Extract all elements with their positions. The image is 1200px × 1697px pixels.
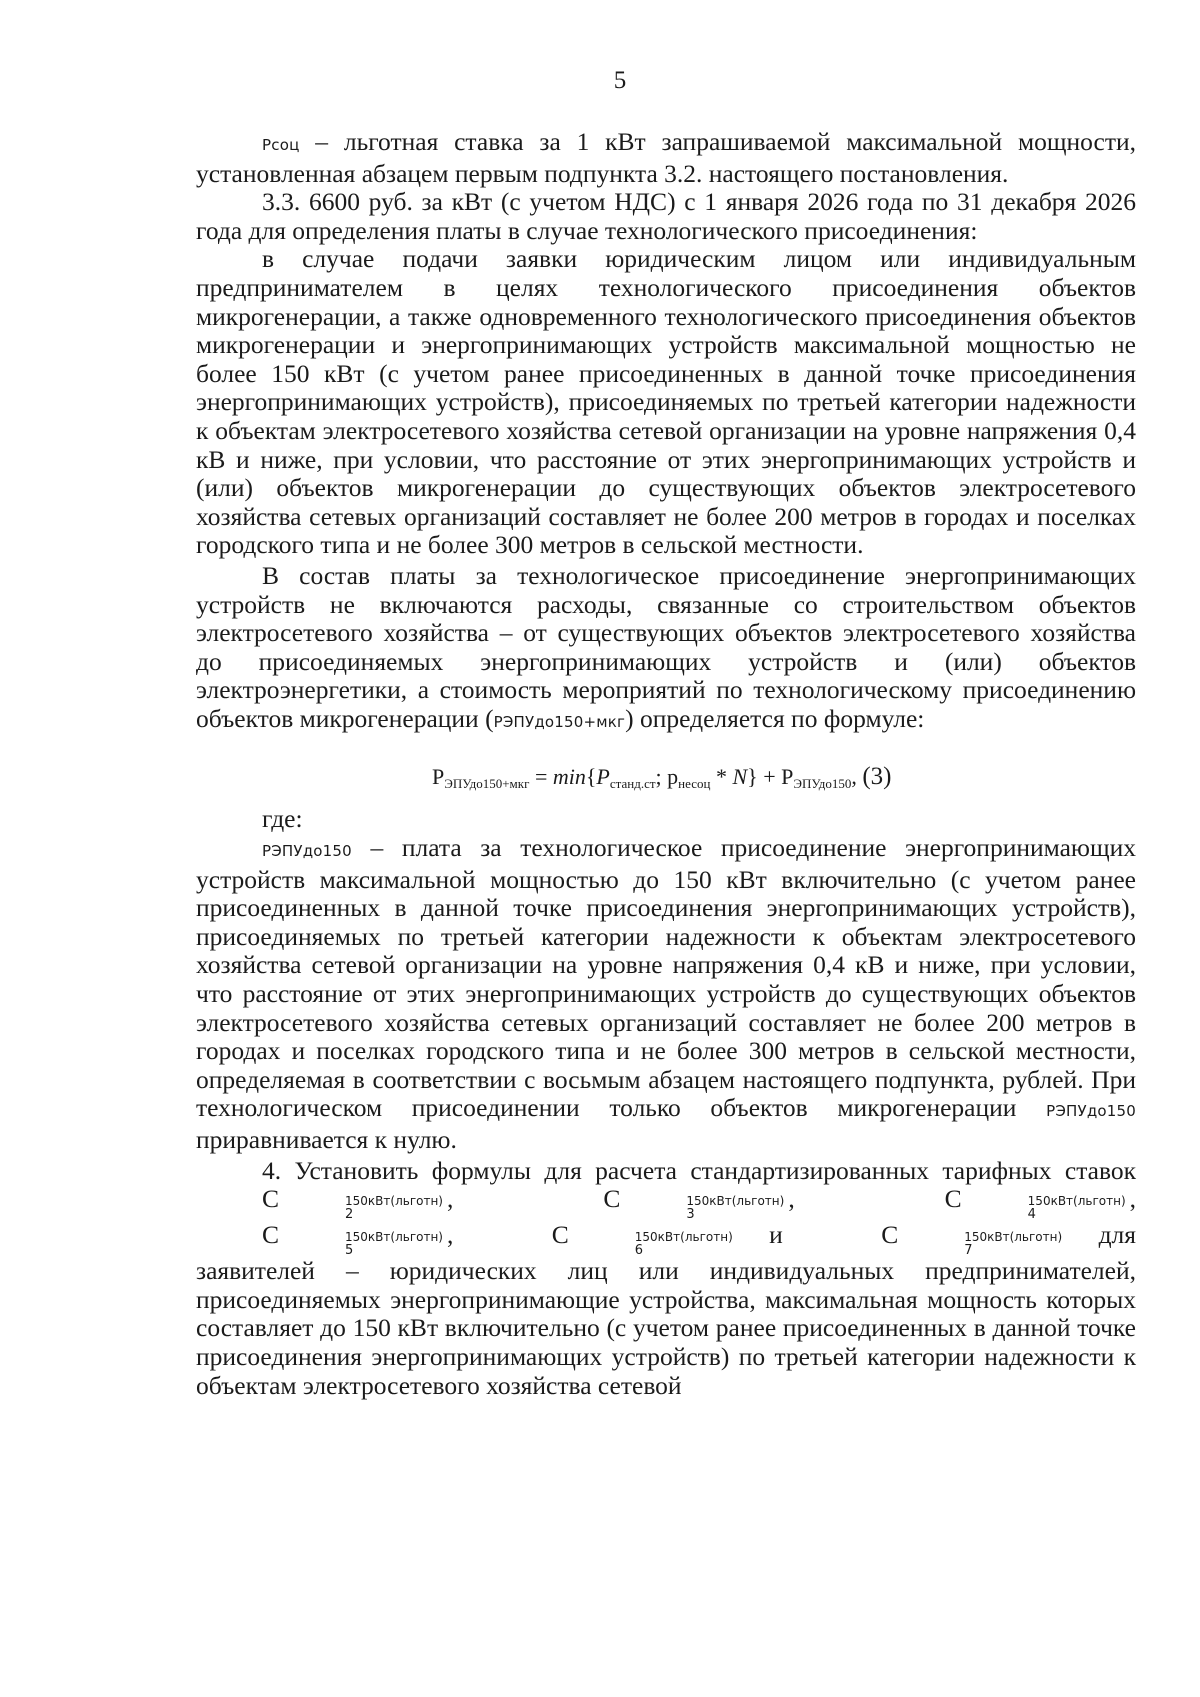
rate-indices — [569, 1231, 733, 1257]
tariff-rate-c6 — [486, 1221, 733, 1257]
formula-n: N — [732, 764, 748, 790]
rate-base: C — [944, 1184, 962, 1214]
paragraph-text: В состав платы за технологическое присоединение энергопринимающих устройств не включаются расходы, связанные со строительством объектов электросетевого хозяйства – от существующих объектов электросетевого хозяйства до присоединяемых энергопринимающих устройств и (или) объектов электроэнергетики, а стоимость мероприятий по технологическому присоединению объектов микрогенерации ( — [196, 560, 1136, 733]
paragraph-clause-3-3 — [196, 188, 1136, 245]
rate-indices — [898, 1231, 1062, 1257]
rate-indices — [962, 1195, 1126, 1221]
rate-superscript: 150кВт(льготн) — [634, 1230, 733, 1245]
formula-brace-close: } — [747, 764, 758, 790]
rate-superscript: 150кВт(льготн) — [686, 1194, 785, 1209]
formula-plus: + — [757, 764, 782, 790]
rate-superscript: 150кВт(льготн) — [345, 1230, 443, 1245]
paragraph-text: 4. Установить формулы для расчета стандартизированных тарифных ставок — [262, 1155, 1136, 1185]
formula-multiply: * — [710, 764, 733, 790]
paragraph-text: 3.3. 6600 руб. за кВт (с учетом НДС) с 1 января 2026 года по 31 декабря 2026 года для определения платы в случае технологического присоединения: — [196, 187, 1136, 245]
tariff-rate-c5 — [196, 1221, 443, 1257]
rate-separator: , — [788, 1184, 879, 1214]
paragraph-repu150-definition — [196, 834, 1136, 1155]
tariff-rate-c3 — [537, 1185, 784, 1221]
rate-base: C — [262, 1184, 280, 1214]
rate-subscript: 6 — [634, 1243, 644, 1259]
tariff-rate-c4 — [879, 1185, 1126, 1221]
rate-base: C — [262, 1220, 280, 1250]
rate-subscript: 3 — [686, 1207, 695, 1223]
page-number: 5 — [613, 67, 627, 94]
rate-separator: , — [446, 1220, 486, 1250]
formula-pstand-sub: станд.ст — [609, 776, 656, 792]
formula-separator: ; — [655, 764, 668, 790]
formula-brace-open: { — [585, 764, 597, 790]
formula-repu150-sub: ЭПУдо150 — [793, 776, 852, 792]
formula-lhs-base: Р — [432, 764, 445, 790]
formula-rnesoc-base: р — [667, 764, 679, 790]
document-body — [196, 128, 1136, 1400]
formula-equals: = — [529, 764, 553, 790]
rate-subscript: 4 — [1027, 1207, 1036, 1223]
formula-rnesoc-sub: несоц — [678, 776, 711, 792]
rate-subscript: 2 — [345, 1207, 354, 1223]
rate-superscript: 150кВт(льготн) — [345, 1194, 443, 1209]
formula-repu150-base: Р — [781, 764, 794, 790]
paragraph-microgeneration-case — [196, 245, 1136, 560]
paragraph-text: – плата за технологическое присоединение энергопринимающих устройств максимальной мощностью до 150 кВт включительно (с учетом ранее присоединенных в данной точке присоединения энергопринимающих устройств), присоединяемых по третьей категории надежности к объектам электросетевого хозяйства сетевой организации на уровне напряжения 0,4 кВ и ниже, при условии, что расстояние от этих энергопринимающих устройств до существующих объектов электросетевого хозяйства сетевых организаций составляет не более 200 метров в городах и поселках городского типа и не более 300 метров в сельской местности, определяемая в соответствии с восьмым абзацем настоящего подпункта, рублей. При технологическом присоединении только объектов микрогенерации — [196, 833, 1136, 1123]
paragraph-fee-composition — [196, 562, 1136, 737]
paragraph-text: – льготная ставка за 1 кВт запрашиваемой максимальной мощности, установленная абзацем первым подпункта 3.2. настоящего постановления. — [196, 127, 1136, 188]
rate-indices — [279, 1231, 443, 1257]
paragraph-text: в случае подачи заявки юридическим лицом или индивидуальным предпринимателем в целях технологического присоединения объектов микрогенерации, а также одновременного технологического присоединения объектов микрогенерации и энергопринимающих устройств максимальной мощностью не более 150 кВт (с учетом ранее присоединенных в данной точке присоединения энергопринимающих устройств), присоединяемых по третьей категории надежности к объектам электросетевого хозяйства сетевой организации на уровне напряжения 0,4 кВ и ниже, при условии, что расстояние от этих энергопринимающих устройств и (или) объектов микрогенерации до существующих объектов электросетевого хозяйства сетевых организаций составляет не более 200 метров в городах и поселках городского типа и не более 300 метров в сельской местности. — [196, 244, 1136, 560]
rate-subscript: 5 — [345, 1243, 354, 1259]
symbol-repu150-second: РЭПУдо150 — [1046, 1102, 1136, 1121]
rate-base: C — [603, 1184, 621, 1214]
symbol-repu-150-mkg: РЭПУдо150+мкг — [493, 712, 626, 731]
rate-subscript: 7 — [964, 1243, 973, 1259]
where-label: где: — [262, 804, 303, 834]
rate-base: C — [551, 1220, 569, 1250]
tariff-rate-list — [196, 1184, 1137, 1259]
paragraph-rsoc-definition — [196, 128, 1136, 188]
rate-base: C — [881, 1220, 899, 1250]
formula-lhs-sub: ЭПУдо150+мкг — [444, 776, 530, 792]
tariff-rate-c2 — [196, 1185, 443, 1221]
paragraph-text: ) определяется по формуле: — [625, 703, 925, 733]
formula-3 — [196, 762, 1136, 799]
paragraph-text: для заявителей – юридических лиц или индивидуальных предпринимателей, присоединяемых энергопринимающие устройства, максимальная мощность которых составляет до 150 кВт включительно (с учетом ранее присоединенных в данной точке присоединения энергопринимающих устройств) по третьей категории надежности к объектам электросетевого хозяйства сетевой — [196, 1220, 1136, 1400]
paragraph-clause-4 — [196, 1157, 1136, 1401]
paragraph-text: приравнивается к нулю. — [196, 1125, 457, 1154]
rate-superscript: 150кВт(льготн) — [1027, 1194, 1126, 1209]
tariff-rate-c7 — [815, 1221, 1062, 1257]
symbol-rsoc: Рсоц — [262, 136, 300, 154]
rate-separator: , — [446, 1184, 538, 1214]
rate-indices — [279, 1195, 443, 1221]
rate-indices — [620, 1195, 784, 1221]
symbol-repu150: РЭПУдо150 — [262, 842, 352, 861]
formula-pstand-base: P — [596, 764, 610, 790]
formula-number: (3) — [862, 763, 892, 791]
rate-superscript: 150кВт(льготн) — [964, 1230, 1063, 1245]
formula-comma: , — [851, 764, 863, 790]
rate-separator: и — [736, 1220, 816, 1250]
rate-separator: , — [1129, 1184, 1137, 1214]
formula-min: min — [552, 764, 586, 790]
